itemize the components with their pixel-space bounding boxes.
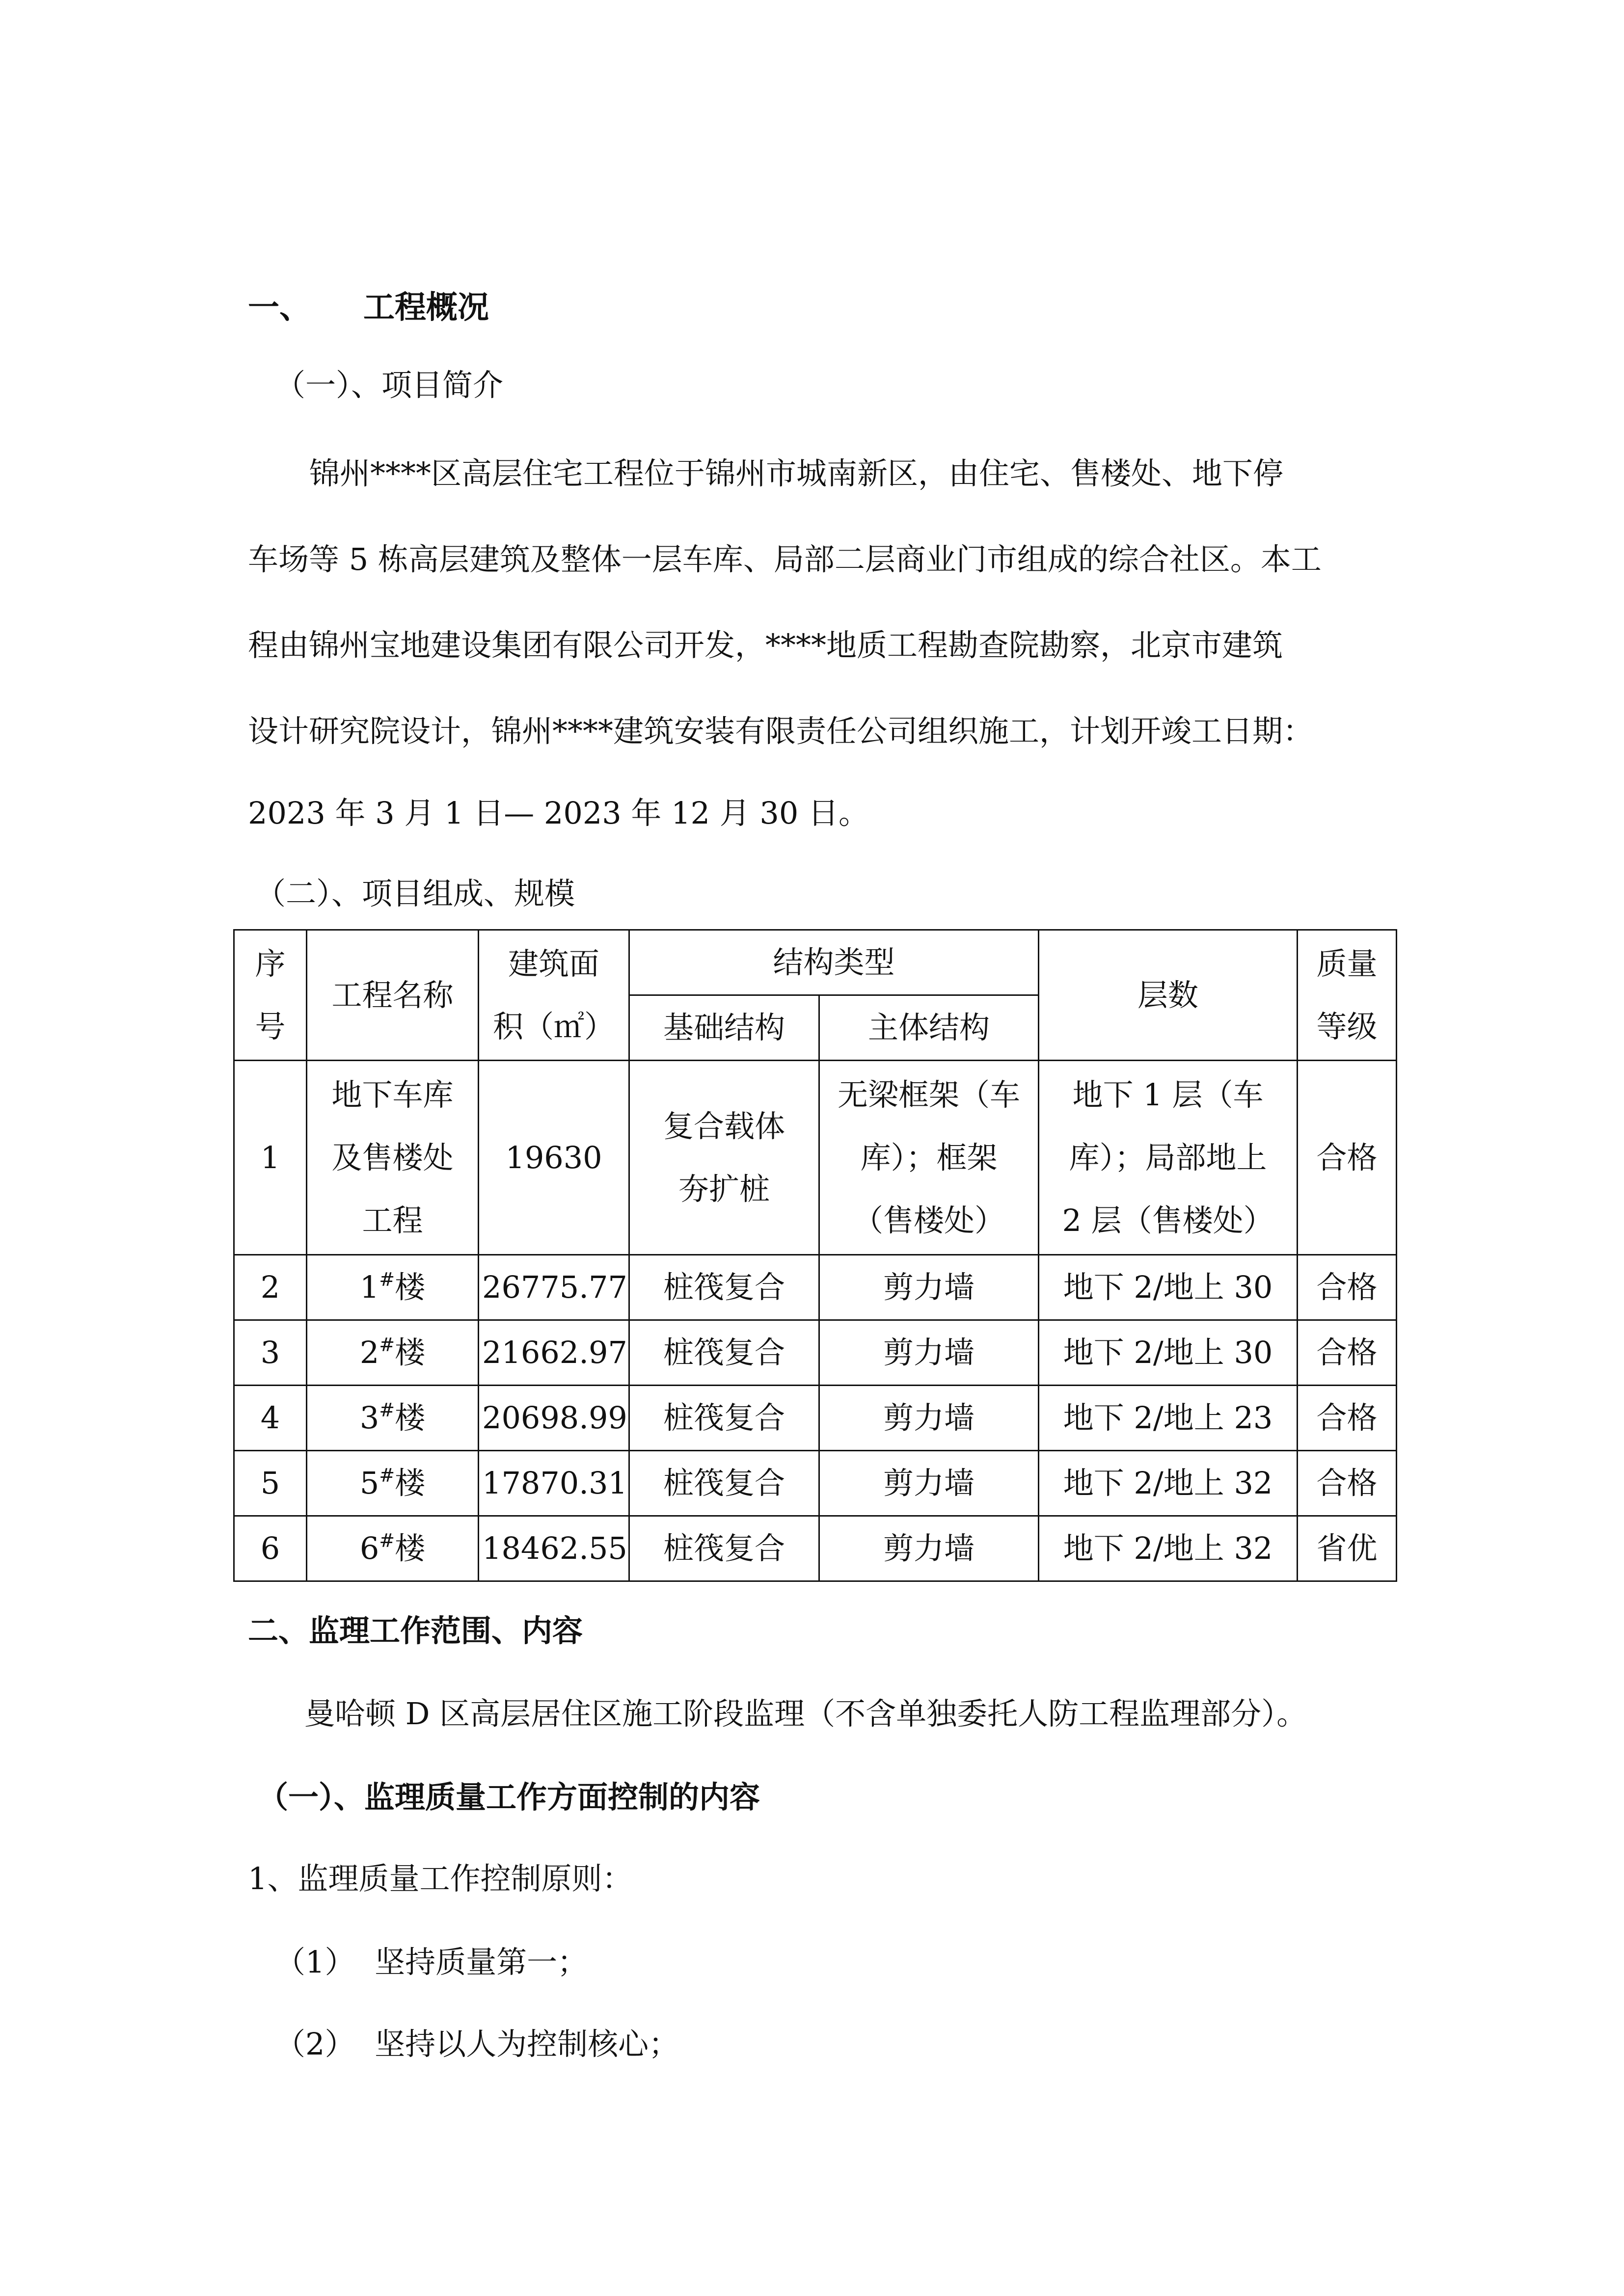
cell-floors: 地下 2/地上 23	[1039, 1386, 1298, 1451]
section2-title: 二、监理工作范围、内容	[248, 1613, 583, 1649]
header-floors: 层数	[1039, 930, 1298, 1061]
cell-area: 21662.97	[479, 1320, 629, 1386]
cell-area: 20698.99	[479, 1386, 629, 1451]
cell-name: 6#楼	[307, 1516, 479, 1581]
intro-paragraph-line: 锦州****区高层住宅工程位于锦州市城南新区，由住宅、售楼处、地下停	[309, 455, 1284, 491]
cell-name: 2#楼	[307, 1320, 479, 1386]
table-row	[234, 1516, 1397, 1581]
cell-foundation: 桩筏复合	[629, 1320, 819, 1386]
table-row	[234, 1320, 1397, 1386]
cell-floors: 地下 1 层（车 库）；局部地上 2 层（售楼处）	[1039, 1061, 1298, 1255]
cell-quality: 合格	[1298, 1386, 1397, 1451]
section-title: 工程概况	[363, 289, 489, 326]
cell-floors: 地下 2/地上 32	[1039, 1451, 1298, 1516]
header-quality: 质量 等级	[1298, 930, 1397, 1061]
principle-item	[275, 1940, 1419, 1984]
cell-no: 5	[234, 1451, 307, 1516]
cell-main-structure: 剪力墙	[819, 1320, 1039, 1386]
header-name: 工程名称	[307, 930, 479, 1061]
cell-no: 6	[234, 1516, 307, 1581]
cell-quality: 省优	[1298, 1516, 1397, 1581]
header-no: 序 号	[234, 930, 307, 1061]
cell-quality: 合格	[1298, 1320, 1397, 1386]
principle-text: 坚持以人为控制核心；	[375, 2026, 679, 2062]
cell-foundation: 桩筏复合	[629, 1516, 819, 1581]
principles-heading: 1、监理质量工作控制原则：	[248, 1861, 633, 1896]
cell-area: 17870.31	[479, 1451, 629, 1516]
table-row	[234, 1255, 1397, 1320]
cell-quality: 合格	[1298, 1061, 1397, 1255]
cell-foundation: 复合载体 夯扩桩	[629, 1061, 819, 1255]
cell-quality: 合格	[1298, 1451, 1397, 1516]
subsection-quality-control: （一）、监理质量工作方面控制的内容	[258, 1779, 760, 1815]
cell-main-structure: 剪力墙	[819, 1451, 1039, 1516]
scope-paragraph: 曼哈顿 D 区高层居住区施工阶段监理（不含单独委托人防工程监理部分）。	[304, 1696, 1307, 1732]
principle-number: （2）	[275, 2026, 355, 2062]
cell-main-structure: 无梁框架（车 库）；框架 （售楼处）	[819, 1061, 1039, 1255]
table-row	[234, 1386, 1397, 1451]
cell-foundation: 桩筏复合	[629, 1451, 819, 1516]
cell-quality: 合格	[1298, 1255, 1397, 1320]
header-structure: 结构类型	[629, 930, 1039, 995]
principle-number: （1）	[275, 1944, 355, 1980]
subsection-title-composition: （二）、项目组成、规模	[255, 876, 575, 911]
cell-area: 18462.55	[479, 1516, 629, 1581]
cell-floors: 地下 2/地上 30	[1039, 1255, 1298, 1320]
cell-area: 26775.77	[479, 1255, 629, 1320]
intro-paragraph-line: 程由锦州宝地建设集团有限公司开发，****地质工程勘查院勘察，北京市建筑	[248, 627, 1283, 663]
cell-foundation: 桩筏复合	[629, 1386, 819, 1451]
principle-text: 坚持质量第一；	[375, 1944, 588, 1980]
intro-paragraph-line: 车场等 5 栋高层建筑及整体一层车库、局部二层商业门市组成的综合社区。本工	[248, 541, 1322, 577]
table-row	[234, 1451, 1397, 1516]
cell-main-structure: 剪力墙	[819, 1255, 1039, 1320]
cell-main-structure: 剪力墙	[819, 1386, 1039, 1451]
cell-name: 3#楼	[307, 1386, 479, 1451]
cell-no: 2	[234, 1255, 307, 1320]
cell-name: 5#楼	[307, 1451, 479, 1516]
cell-foundation: 桩筏复合	[629, 1255, 819, 1320]
header-foundation: 基础结构	[629, 995, 819, 1061]
cell-area: 19630	[479, 1061, 629, 1255]
subsection-title-intro: （一）、项目简介	[275, 367, 504, 403]
cell-no: 3	[234, 1320, 307, 1386]
section-number: 一、	[248, 289, 311, 326]
cell-floors: 地下 2/地上 32	[1039, 1516, 1298, 1581]
table-row	[234, 1061, 1397, 1255]
intro-paragraph-line: 2023 年 3 月 1 日— 2023 年 12 月 30 日。	[248, 795, 869, 831]
project-table	[233, 929, 1397, 1582]
cell-floors: 地下 2/地上 30	[1039, 1320, 1298, 1386]
cell-name: 1#楼	[307, 1255, 479, 1320]
principle-item	[275, 2022, 1419, 2066]
header-area: 建筑面 积（㎡）	[479, 930, 629, 1061]
header-main-structure: 主体结构	[819, 995, 1039, 1061]
intro-paragraph-line: 设计研究院设计，锦州****建筑安装有限责任公司组织施工，计划开竣工日期：	[248, 713, 1314, 749]
cell-name: 地下车库 及售楼处 工程	[307, 1061, 479, 1255]
cell-main-structure: 剪力墙	[819, 1516, 1039, 1581]
cell-no: 1	[234, 1061, 307, 1255]
cell-no: 4	[234, 1386, 307, 1451]
